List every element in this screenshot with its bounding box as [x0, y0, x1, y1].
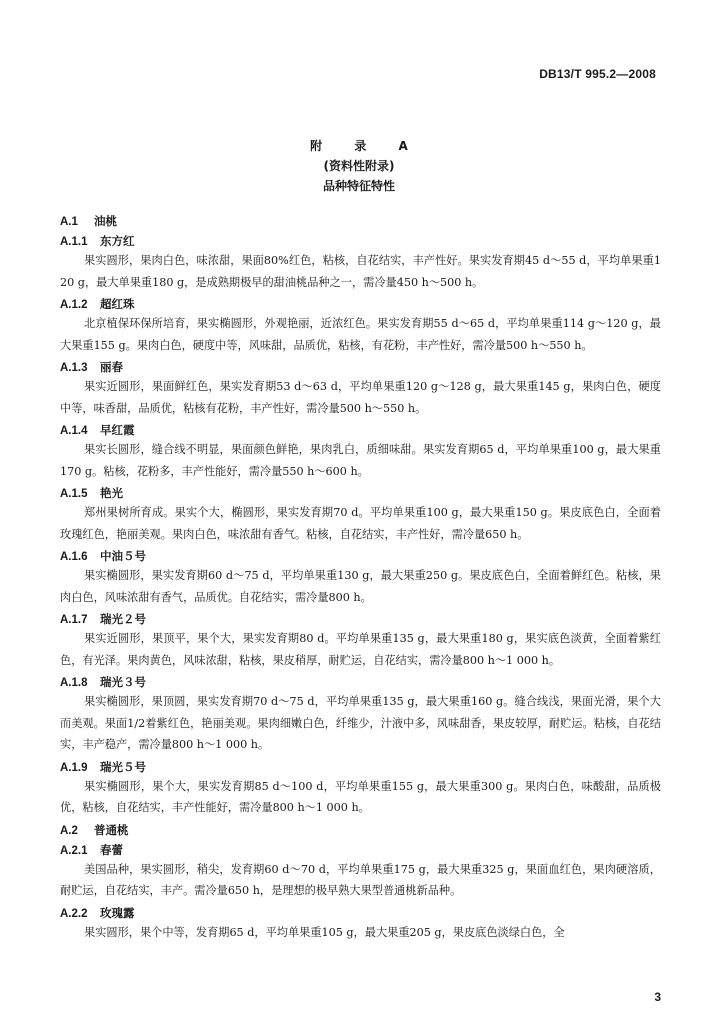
- section-a-1-7: [60, 612, 661, 671]
- section-paragraph: 果实近圆形，果顶平，果个大，果实发育期80 d。平均单果重135 g，最大果重180 g，果实底色淡黄，全面着紫红色，有光泽。果肉黄色，风味浓甜，粘核，果皮稍厚，耐贮运，自花结实，需冷量800 h～1 000 h。: [60, 632, 661, 667]
- annex-subtitle: 品种特征特性: [322, 179, 395, 193]
- section-a-1-4: [60, 423, 661, 482]
- section-a-1-1: [60, 234, 661, 293]
- section-number: A.2.1: [60, 844, 88, 857]
- section-paragraph: 北京植保环保所培育，果实椭圆形，外观艳丽，近浓红色。果实发育期55 d～65 d，平均单果重114 g～120 g，最大果重155 g。果肉白色，硬度中等，风味甜，品质优，粘核，有花粉，丰产性好，需冷量500 h～550 h。: [60, 317, 661, 352]
- section-heading: [60, 486, 661, 502]
- section-paragraph: 美国品种，果实圆形，稍尖，发育期60 d～70 d，平均单果重175 g，最大果重325 g，果面血红色，果肉硬溶质，耐贮运，自花结实，丰产。需冷量650 h，是理想的极早熟大果型普通桃新品种。: [60, 862, 661, 897]
- section-heading: [60, 360, 661, 376]
- section-a-1-8: [60, 675, 661, 756]
- page-number: 3: [654, 990, 661, 1004]
- section-heading: [60, 906, 661, 922]
- section-heading: [60, 675, 661, 691]
- section-heading: [60, 297, 661, 313]
- section-paragraph: 果实椭圆形，果顶圆，果实发育期70 d～75 d，平均单果重135 g，最大果重160 g。缝合线浅，果面光滑，果个大而美观。果面1/2着紫红色，艳丽美观。果肉细嫩白色，纤维少，汁液中多，风味甜香，果皮较厚，耐贮运。粘核，自花结实，丰产稳产，需冷量800 h～1 000 h。: [60, 695, 661, 751]
- section-number: A.1: [60, 216, 78, 228]
- section-a-1-3: [60, 360, 661, 419]
- section-number: A.1.9: [60, 761, 88, 774]
- section-number: A.1.5: [60, 488, 88, 500]
- section-a-1-6: [60, 549, 661, 608]
- section-number: A.1.6: [60, 551, 88, 563]
- section-name: 艳光: [100, 486, 123, 500]
- section-name: 中油５号: [100, 549, 146, 563]
- section-heading: [60, 612, 661, 628]
- section-a-2: [60, 823, 661, 839]
- section-a-1: [60, 214, 661, 230]
- section-heading: [60, 234, 661, 250]
- section-name: 超红珠: [100, 297, 135, 311]
- annex-type: (资料性附录): [323, 159, 395, 173]
- section-name: 春蕾: [100, 842, 123, 857]
- section-paragraph: 果实近圆形，果面鲜红色，果实发育期53 d～63 d，平均单果重120 g～128 g，最大果重145 g，果肉白色，硬度中等，味香甜，品质优，粘核有花粉，丰产性好，需冷量500 h～550 h。: [60, 380, 661, 415]
- section-heading: [60, 760, 661, 776]
- section-name: 瑞光２号: [100, 612, 146, 626]
- section-name: 早红霞: [100, 423, 135, 437]
- section-number: A.2: [60, 824, 78, 837]
- section-name: 油桃: [94, 214, 117, 228]
- annex-title: 附 录 A: [310, 139, 422, 153]
- section-heading: [60, 423, 661, 439]
- section-number: A.1.8: [60, 677, 88, 689]
- section-name: 东方红: [100, 234, 135, 248]
- section-number: A.1.7: [60, 614, 88, 626]
- section-number: A.1.4: [60, 425, 88, 437]
- section-paragraph: 果实圆形，果肉白色，味浓甜，果面80%红色，粘核，自花结实，丰产性好。果实发育期45 d～55 d，平均单果重120 g，最大单果重180 g，是成熟期极早的甜油桃品种之一，需冷量450 h～500 h。: [60, 254, 661, 289]
- section-paragraph: 果实椭圆形，果实发育期60 d～75 d，平均单果重130 g，最大果重250 g。果皮底色白，全面着鲜红色。粘核，果肉白色，风味浓甜有香气，品质优。自花结实，需冷量800 h。: [60, 569, 661, 604]
- section-name: 普通桃: [94, 822, 129, 837]
- section-a-1-9: [60, 760, 661, 819]
- section-number: A.2.2: [60, 907, 88, 920]
- section-paragraph: 果实圆形，果个中等，发育期65 d，平均单果重105 g，最大果重205 g，果皮底色淡绿白色，全: [84, 925, 565, 939]
- section-a-2-2: [60, 906, 661, 944]
- section-a-1-2: [60, 297, 661, 356]
- standard-code: DB13/T 995.2—2008: [539, 67, 656, 81]
- annex-body: [60, 210, 661, 943]
- section-name: 瑞光３号: [100, 675, 146, 689]
- section-paragraph: 果实椭圆形，果个大，果实发育期85 d～100 d，平均单果重155 g，最大果重300 g。果肉白色，味酸甜，品质极优，粘核，自花结实，丰产性能好，需冷量800 h～1 000 h。: [60, 779, 661, 814]
- section-heading: [60, 843, 661, 859]
- section-paragraph: 郑州果树所育成。果实个大，椭圆形，果实发育期70 d。平均单果重100 g，最大果重150 g。果皮底色白，全面着玫瑰红色，艳丽美观。果肉白色，味浓甜有香气。粘核，自花结实，丰产性好，需冷量650 h。: [60, 506, 661, 541]
- section-number: A.1.3: [60, 362, 88, 374]
- section-heading: [60, 823, 661, 839]
- section-number: A.1.2: [60, 299, 88, 311]
- section-a-1-5: [60, 486, 661, 545]
- section-heading: [60, 549, 661, 565]
- section-number: A.1.1: [60, 236, 88, 248]
- section-name: 瑞光５号: [100, 759, 146, 774]
- section-heading: [60, 214, 661, 230]
- section-a-2-1: [60, 843, 661, 902]
- section-name: 丽春: [100, 360, 123, 374]
- section-paragraph: 果实长圆形，缝合线不明显，果面颜色鲜艳，果肉乳白，质细味甜。果实发育期65 d，平均单果重100 g，最大果重170 g。粘核，花粉多，丰产性能好，需冷量550 h～600 h。: [60, 443, 661, 478]
- section-name: 玫瑰露: [100, 905, 135, 920]
